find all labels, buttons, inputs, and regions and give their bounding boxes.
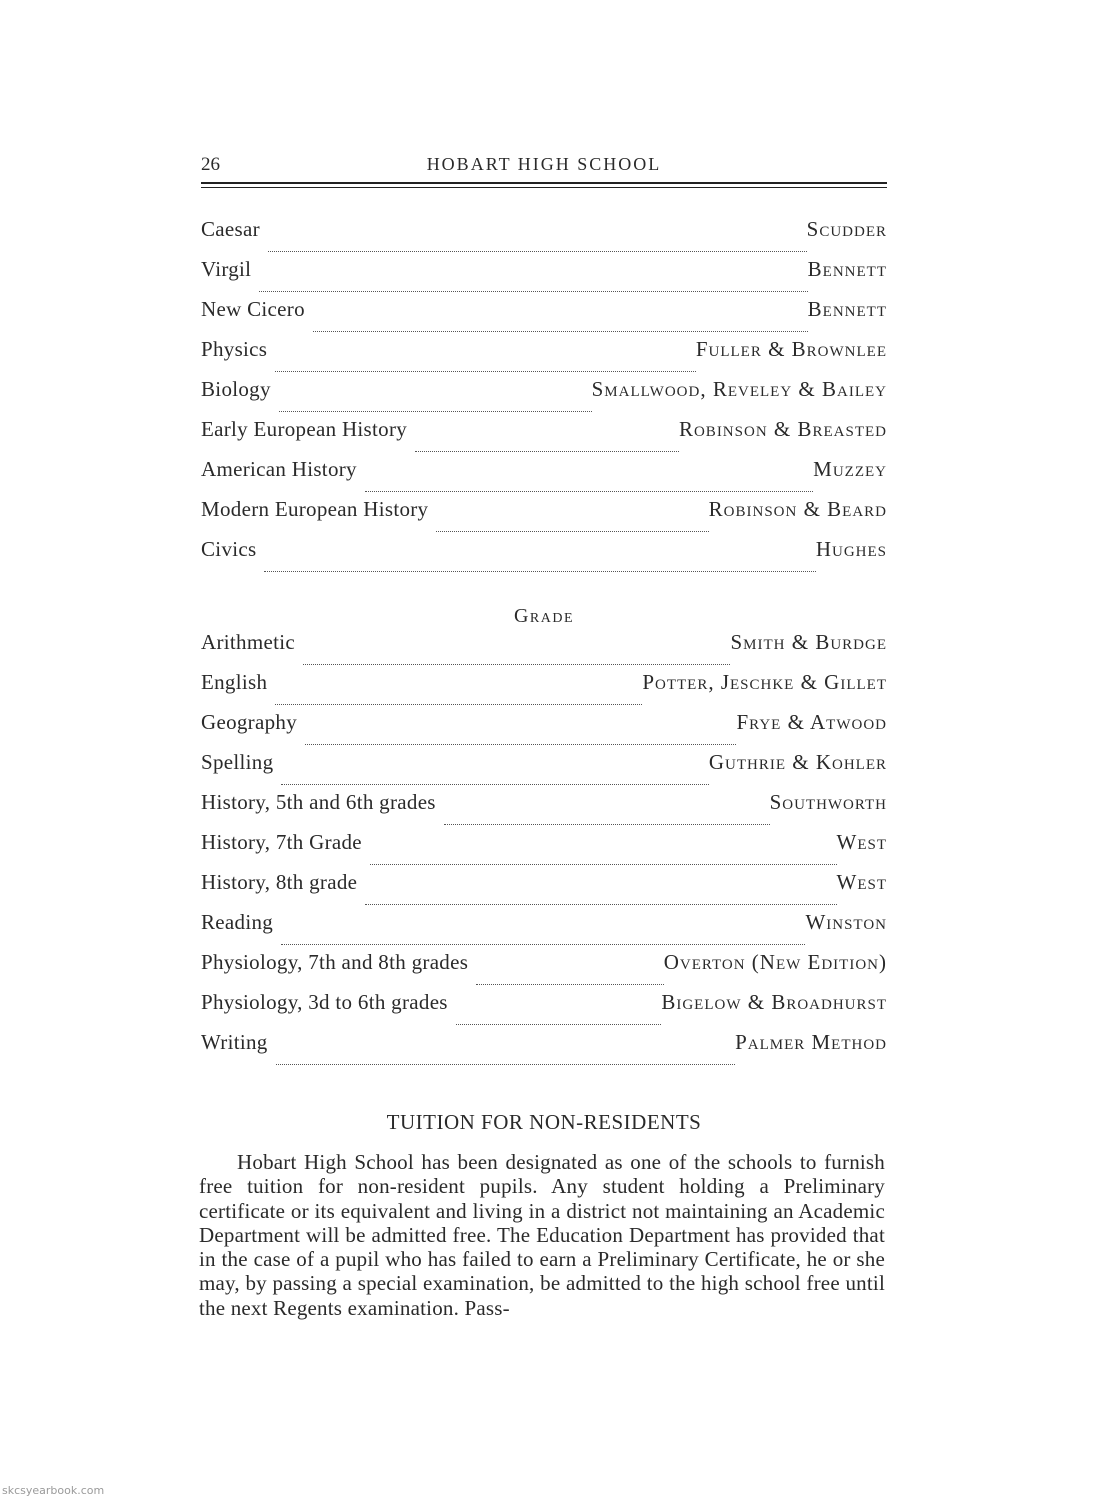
dot-leader xyxy=(276,1063,735,1065)
header-title: HOBART HIGH SCHOOL xyxy=(426,154,662,174)
textbook-entry xyxy=(201,950,887,990)
subject-label: Arithmetic xyxy=(201,630,295,654)
subject-label: Biology xyxy=(201,377,271,401)
tuition-heading: TUITION FOR NON-RESIDENTS xyxy=(386,1110,702,1134)
textbook-entry xyxy=(201,710,887,750)
grade-textbook-list xyxy=(201,630,887,1070)
author-label: West xyxy=(836,830,887,854)
watermark: skcsyearbook.com xyxy=(2,1484,105,1497)
author-label: Frye & Atwood xyxy=(736,710,887,734)
dot-leader xyxy=(415,450,679,452)
subject-label: Reading xyxy=(201,910,274,934)
subject-label: Modern European History xyxy=(201,497,429,521)
textbook-entry xyxy=(201,417,887,457)
textbook-entry xyxy=(201,217,887,257)
subject-label: Civics xyxy=(201,537,257,561)
subject-label: Physiology, 3d to 6th grades xyxy=(201,990,448,1014)
textbook-entry xyxy=(201,337,887,377)
author-label: Fuller & Brownlee xyxy=(695,337,887,361)
dot-leader xyxy=(365,490,813,492)
textbook-entry xyxy=(201,790,887,830)
author-label: Smallwood, Reveley & Bailey xyxy=(591,377,887,401)
author-label: Bennett xyxy=(807,257,887,281)
dot-leader xyxy=(281,943,805,945)
subject-label: History, 5th and 6th grades xyxy=(201,790,436,814)
author-label: Bigelow & Broadhurst xyxy=(661,990,887,1014)
textbook-entry xyxy=(201,870,887,910)
dot-leader xyxy=(281,783,708,785)
textbook-entry xyxy=(201,1030,887,1070)
author-label: Guthrie & Kohler xyxy=(708,750,887,774)
author-label: West xyxy=(836,870,887,894)
dot-leader xyxy=(275,370,696,372)
subject-label: Physiology, 7th and 8th grades xyxy=(201,950,469,974)
dot-leader xyxy=(264,570,815,572)
author-label: Potter, Jeschke & Gillet xyxy=(642,670,887,694)
header-rule-thick xyxy=(201,182,887,184)
author-label: Winston xyxy=(805,910,887,934)
textbook-entry xyxy=(201,910,887,950)
dot-leader xyxy=(275,703,642,705)
textbook-entry xyxy=(201,457,887,497)
dot-leader xyxy=(268,250,807,252)
dot-leader xyxy=(259,290,807,292)
dot-leader xyxy=(305,743,736,745)
author-label: Robinson & Beard xyxy=(708,497,887,521)
textbook-entry xyxy=(201,297,887,337)
dot-leader xyxy=(313,330,808,332)
tuition-paragraph: Hobart High School has been designated as one of the schools to furnish free tuition for non-resident pupils. Any student holding a Preliminary certificate or its equivalent and living in a district not maintaining an Academic Department will be admitted free. The Education Department has provided that in the case of a pupil who has failed to earn a Preliminary Certificate, he or she may, by passing a special examination, be admitted to the high school free until the next Regents examination. Pass- xyxy=(199,1150,885,1320)
author-label: Scudder xyxy=(806,217,887,241)
page-number: 26 xyxy=(201,154,220,175)
subject-label: History, 8th grade xyxy=(201,870,358,894)
textbook-entry xyxy=(201,750,887,790)
textbook-entry xyxy=(201,830,887,870)
dot-leader xyxy=(444,823,770,825)
subject-label: Caesar xyxy=(201,217,260,241)
dot-leader xyxy=(370,863,837,865)
subject-label: Geography xyxy=(201,710,298,734)
subject-label: Physics xyxy=(201,337,268,361)
textbook-entry xyxy=(201,630,887,670)
textbook-list xyxy=(201,217,887,577)
subject-label: English xyxy=(201,670,268,694)
textbook-entry xyxy=(201,497,887,537)
subject-label: New Cicero xyxy=(201,297,305,321)
subject-label: American History xyxy=(201,457,357,481)
subject-label: Spelling xyxy=(201,750,274,774)
author-label: Hughes xyxy=(815,537,887,561)
textbook-entry xyxy=(201,670,887,710)
header-rule-thin xyxy=(201,187,887,188)
author-label: Overton (New Edition) xyxy=(663,950,887,974)
dot-leader xyxy=(456,1023,662,1025)
grade-heading: Grade xyxy=(513,605,575,627)
author-label: Southworth xyxy=(769,790,887,814)
dot-leader xyxy=(476,983,664,985)
subject-label: Early European History xyxy=(201,417,408,441)
dot-leader xyxy=(303,663,731,665)
running-header xyxy=(201,154,887,180)
textbook-entry xyxy=(201,537,887,577)
dot-leader xyxy=(365,903,836,905)
author-label: Smith & Burdge xyxy=(730,630,887,654)
subject-label: History, 7th Grade xyxy=(201,830,362,854)
dot-leader xyxy=(279,410,592,412)
subject-label: Writing xyxy=(201,1030,268,1054)
author-label: Muzzey xyxy=(813,457,887,481)
author-label: Bennett xyxy=(807,297,887,321)
textbook-entry xyxy=(201,990,887,1030)
dot-leader xyxy=(436,530,708,532)
subject-label: Virgil xyxy=(201,257,252,281)
author-label: Robinson & Breasted xyxy=(678,417,887,441)
textbook-entry xyxy=(201,257,887,297)
author-label: Palmer Method xyxy=(735,1030,887,1054)
textbook-entry xyxy=(201,377,887,417)
